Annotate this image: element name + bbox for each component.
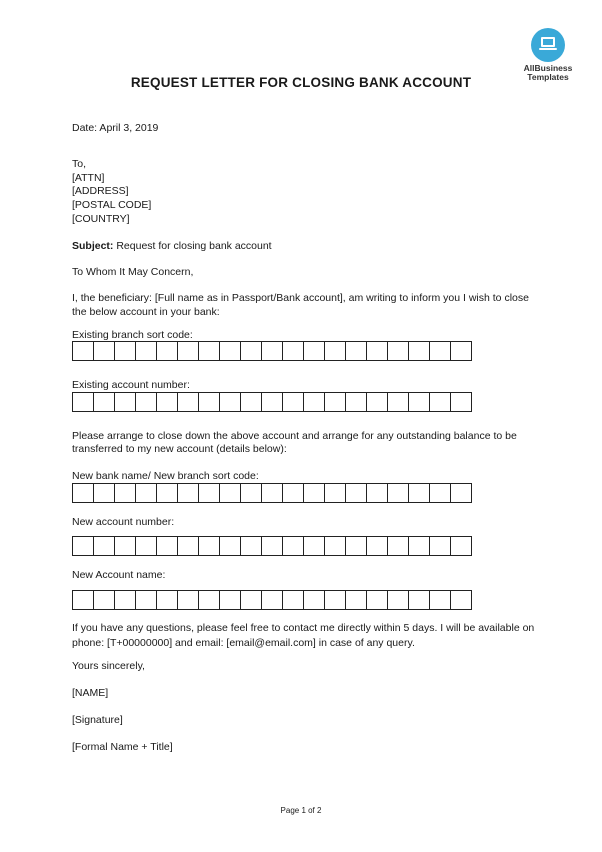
- input-box[interactable]: [156, 590, 178, 610]
- input-box[interactable]: [240, 483, 262, 503]
- account-number-boxes[interactable]: [72, 392, 472, 412]
- logo-text: AllBusiness Templates: [523, 63, 573, 82]
- input-box[interactable]: [219, 483, 241, 503]
- input-box[interactable]: [198, 536, 220, 556]
- input-box[interactable]: [450, 392, 472, 412]
- input-box[interactable]: [261, 590, 283, 610]
- input-box[interactable]: [282, 483, 304, 503]
- input-box[interactable]: [156, 536, 178, 556]
- input-box[interactable]: [135, 590, 157, 610]
- input-box[interactable]: [219, 590, 241, 610]
- sort-code-boxes[interactable]: [72, 341, 472, 361]
- account-number-label: Existing account number:: [72, 379, 190, 391]
- input-box[interactable]: [135, 392, 157, 412]
- input-box[interactable]: [345, 341, 367, 361]
- closing-line-2: phone: [T+00000000] and email: [email@email.com] in case of any query.: [72, 637, 415, 649]
- input-box[interactable]: [282, 590, 304, 610]
- input-box[interactable]: [387, 341, 409, 361]
- salutation: To Whom It May Concern,: [72, 266, 194, 278]
- input-box[interactable]: [282, 536, 304, 556]
- recipient-postal: [POSTAL CODE]: [72, 199, 152, 211]
- input-box[interactable]: [198, 341, 220, 361]
- input-box[interactable]: [429, 536, 451, 556]
- subject: [72, 240, 272, 252]
- page-number: Page 1 of 2: [280, 806, 322, 815]
- closing-line-1: If you have any questions, please feel free to contact me directly within 5 days. I will be available on: [72, 622, 535, 634]
- input-box[interactable]: [261, 483, 283, 503]
- input-box[interactable]: [177, 392, 199, 412]
- input-box[interactable]: [72, 392, 94, 412]
- input-box[interactable]: [345, 536, 367, 556]
- input-box[interactable]: [72, 341, 94, 361]
- input-box[interactable]: [198, 392, 220, 412]
- input-box[interactable]: [450, 341, 472, 361]
- recipient-country: [COUNTRY]: [72, 213, 130, 225]
- input-box[interactable]: [177, 341, 199, 361]
- input-box[interactable]: [303, 590, 325, 610]
- input-box[interactable]: [303, 392, 325, 412]
- input-box[interactable]: [366, 590, 388, 610]
- input-box[interactable]: [282, 341, 304, 361]
- input-box[interactable]: [345, 483, 367, 503]
- logo: [510, 28, 586, 82]
- input-box[interactable]: [114, 536, 136, 556]
- input-box[interactable]: [324, 341, 346, 361]
- laptop-icon: [531, 28, 565, 62]
- page-title: REQUEST LETTER FOR CLOSING BANK ACCOUNT: [130, 75, 472, 90]
- input-box[interactable]: [93, 341, 115, 361]
- input-box[interactable]: [387, 536, 409, 556]
- input-box[interactable]: [408, 483, 430, 503]
- input-box[interactable]: [366, 536, 388, 556]
- input-box[interactable]: [156, 483, 178, 503]
- date: Date: April 3, 2019: [72, 122, 159, 134]
- input-box[interactable]: [429, 483, 451, 503]
- input-box[interactable]: [261, 341, 283, 361]
- input-box[interactable]: [219, 536, 241, 556]
- input-box[interactable]: [408, 392, 430, 412]
- input-box[interactable]: [366, 483, 388, 503]
- input-box[interactable]: [219, 341, 241, 361]
- input-box[interactable]: [156, 341, 178, 361]
- input-box[interactable]: [324, 392, 346, 412]
- input-box[interactable]: [114, 483, 136, 503]
- input-box[interactable]: [429, 590, 451, 610]
- input-box[interactable]: [240, 536, 262, 556]
- input-box[interactable]: [303, 341, 325, 361]
- input-box[interactable]: [72, 536, 94, 556]
- input-box[interactable]: [135, 536, 157, 556]
- input-box[interactable]: [366, 392, 388, 412]
- input-box[interactable]: [177, 483, 199, 503]
- input-box[interactable]: [198, 590, 220, 610]
- input-box[interactable]: [303, 536, 325, 556]
- input-box[interactable]: [135, 341, 157, 361]
- input-box[interactable]: [219, 392, 241, 412]
- new-account-number-label: New account number:: [72, 516, 175, 528]
- input-box[interactable]: [450, 590, 472, 610]
- input-box[interactable]: [240, 392, 262, 412]
- transfer-line-1: Please arrange to close down the above account and arrange for any outstanding balance to be: [72, 430, 517, 442]
- input-box[interactable]: [324, 590, 346, 610]
- input-box[interactable]: [387, 392, 409, 412]
- recipient-attn: [ATTN]: [72, 172, 105, 184]
- input-box[interactable]: [93, 392, 115, 412]
- subject-text: Request for closing bank account: [113, 240, 272, 252]
- sender-signature: [Signature]: [72, 714, 123, 726]
- input-box[interactable]: [93, 536, 115, 556]
- intro-line-2: the below account in your bank:: [72, 306, 220, 318]
- input-box[interactable]: [429, 341, 451, 361]
- sender-formal-title: [Formal Name + Title]: [72, 741, 173, 753]
- subject-label: Subject:: [72, 240, 114, 252]
- new-bank-label: New bank name/ New branch sort code:: [72, 470, 259, 482]
- input-box[interactable]: [450, 483, 472, 503]
- input-box[interactable]: [177, 536, 199, 556]
- input-box[interactable]: [429, 392, 451, 412]
- input-box[interactable]: [240, 341, 262, 361]
- input-box[interactable]: [261, 536, 283, 556]
- input-box[interactable]: [408, 590, 430, 610]
- input-box[interactable]: [114, 392, 136, 412]
- input-box[interactable]: [114, 590, 136, 610]
- input-box[interactable]: [114, 341, 136, 361]
- input-box[interactable]: [324, 536, 346, 556]
- input-box[interactable]: [261, 392, 283, 412]
- intro-line-1: I, the beneficiary: [Full name as in Passport/Bank account], am writing to inform you I wish to close: [72, 292, 529, 304]
- input-box[interactable]: [177, 590, 199, 610]
- input-box[interactable]: [72, 590, 94, 610]
- input-box[interactable]: [303, 483, 325, 503]
- input-box[interactable]: [198, 483, 220, 503]
- new-account-name-label: New Account name:: [72, 569, 166, 581]
- recipient-address: [ADDRESS]: [72, 185, 129, 197]
- input-box[interactable]: [72, 483, 94, 503]
- sign-off: Yours sincerely,: [72, 660, 145, 672]
- sort-code-label: Existing branch sort code:: [72, 329, 193, 341]
- input-box[interactable]: [324, 483, 346, 503]
- input-box[interactable]: [282, 392, 304, 412]
- input-box[interactable]: [135, 483, 157, 503]
- input-box[interactable]: [156, 392, 178, 412]
- sender-name: [NAME]: [72, 687, 109, 699]
- new-account-number-boxes[interactable]: [72, 536, 472, 556]
- transfer-line-2: transferred to my new account (details below):: [72, 443, 287, 455]
- recipient-to: To,: [72, 158, 87, 170]
- new-account-name-boxes[interactable]: [72, 590, 472, 610]
- input-box[interactable]: [366, 341, 388, 361]
- new-bank-boxes[interactable]: [72, 483, 472, 503]
- input-box[interactable]: [387, 483, 409, 503]
- input-box[interactable]: [93, 483, 115, 503]
- input-box[interactable]: [93, 590, 115, 610]
- input-box[interactable]: [240, 590, 262, 610]
- input-box[interactable]: [408, 536, 430, 556]
- input-box[interactable]: [450, 536, 472, 556]
- input-box[interactable]: [408, 341, 430, 361]
- input-box[interactable]: [345, 392, 367, 412]
- input-box[interactable]: [387, 590, 409, 610]
- input-box[interactable]: [345, 590, 367, 610]
